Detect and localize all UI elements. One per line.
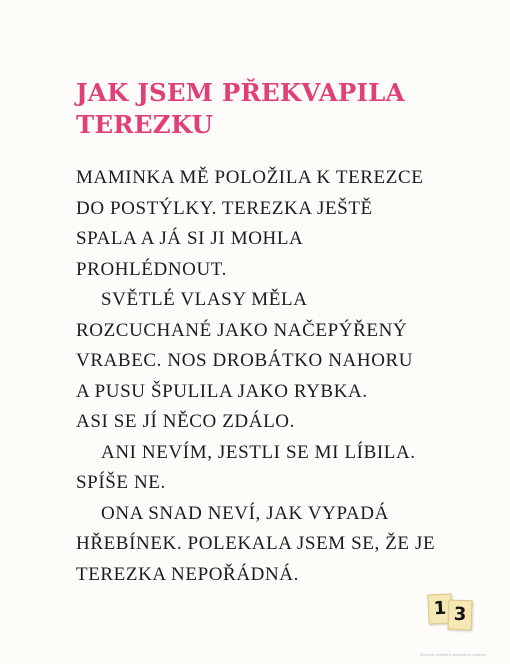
page-number-tile-1: 1 (427, 593, 453, 624)
story-line: DO POSTÝLKY. TEREZKA JEŠTĚ (76, 197, 373, 219)
story-text (76, 163, 486, 590)
chapter-title (76, 77, 476, 141)
story-line: ONA SNAD NEVÍ, JAK VYPADÁ (101, 502, 389, 524)
story-line: MAMINKA MĚ POLOŽILA K TEREZCE (76, 167, 424, 188)
story-line: PROHLÉDNOUT. (76, 258, 227, 280)
chapter-title-line-2: TEREZKU (76, 110, 214, 139)
story-line: TEREZKA NEPOŘÁDNÁ. (76, 563, 299, 585)
story-line: HŘEBÍNEK. POLEKALA JSEM SE, ŽE JE (76, 533, 436, 554)
story-line: ANI NEVÍM, JESTLI SE MI LÍBILA. (101, 441, 416, 463)
story-line: ASI SE JÍ NĚCO ZDÁLO. (76, 411, 295, 432)
copyright-note: Materiál chráněný autorským právem (420, 653, 486, 657)
page-number-tile-2: 3 (447, 600, 472, 631)
page-number (426, 593, 472, 629)
story-line: A PUSU ŠPULILA JAKO RYBKA. (76, 380, 368, 402)
story-line: VRABEC. NOS DROBÁTKO NAHORU (76, 350, 414, 371)
chapter-title-line-1: JAK JSEM PŘEKVAPILA (76, 78, 405, 107)
story-line: SPALA A JÁ SI JI MOHLA (76, 228, 304, 249)
story-line: ROZCUCHANÉ JAKO NAČEPÝŘENÝ (76, 319, 408, 341)
story-line: SVĚTLÉ VLASY MĚLA (101, 289, 308, 310)
story-line: SPÍŠE NE. (76, 472, 166, 493)
